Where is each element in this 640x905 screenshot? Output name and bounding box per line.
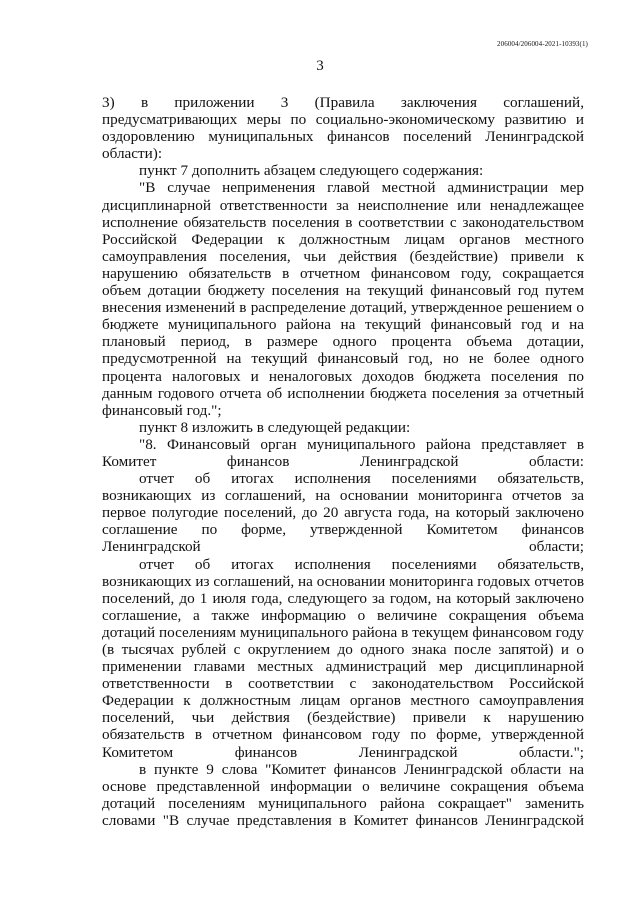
paragraph-item-3: 3) в приложении 3 (Правила заключения соглашений, предусматривающих меры по социально-экономическому развитию и оздоровлению муниципальных финансов поселений Ленинградской области): [102, 94, 584, 163]
paragraph-report-annual: отчет об итогах исполнения поселениями обязательств, возникающих из соглашений, на основании мониторинга годовых отчетов поселений, до 1 июля года, следующего за годом, на который заключено соглашение, а также информацию о величине сокращения объема дотаций поселениям муниципального района в текущем финансовом году (в тысячах рублей с округлением до одного знака после запятой) и о применении главами местных администраций мер дисциплинарной ответственности в соответствии с законодательством Российской Федерации к должностным лицам органов местного самоуправления поселений, чьи действия (бездействие) привели к нарушению обязательств в отчетном финансовом году по форме, утвержденной Комитетом финансов Ленинградской области."; [102, 555, 584, 761]
page-number: 3 [316, 58, 324, 74]
paragraph-clause-7-text: "В случае неприменения главой местной администрации мер дисциплинарной ответственности за неисполнение или ненадлежащее исполнение обязательств поселения в соответствии с законодательством Российской Федерации к должностным лицам органов местного самоуправления поселения, чьи действия (бездействие) привели к нарушению обязательств в отчетном финансовом году, сокращается объем дотации бюджету поселения на текущий финансовый год путем внесения изменений в распределение дотаций, утвержденное решением о бюджете муниципального района на текущий финансовый год и на плановый период, в размере одного процента объема дотации, предусмотренной на текущий финансовый год, но не более одного процента налоговых и неналоговых доходов бюджета поселения по данным годового отчета об исполнении бюджета поселения за отчетный финансовый год."; [102, 179, 584, 419]
paragraph-clause-8-intro: пункт 8 изложить в следующей редакции: [139, 418, 411, 436]
paragraph-clause-8-text: "8. Финансовый орган муниципального района представляет в Комитет финансов Ленинградской области: [102, 435, 584, 470]
document-body [102, 94, 584, 829]
paragraph-report-half-year: отчет об итогах исполнения поселениями обязательств, возникающих из соглашений, на основании мониторинга отчетов за первое полугодие поселений, до 20 августа года, на который заключено соглашение по форме, утвержденной Комитетом финансов Ленинградской области; [102, 470, 584, 556]
paragraph-clause-7-intro: пункт 7 дополнить абзацем следующего содержания: [139, 162, 484, 180]
paragraph-clause-9: в пункте 9 слова "Комитет финансов Ленинградской области на основе представленной информации о величине сокращения объема дотаций поселениям муниципального района сокращает" заменить словами "В случае представления в Комитет финансов Ленинградской [102, 760, 584, 829]
document-number: 206004/206004-2021-10393(1) [497, 40, 588, 48]
